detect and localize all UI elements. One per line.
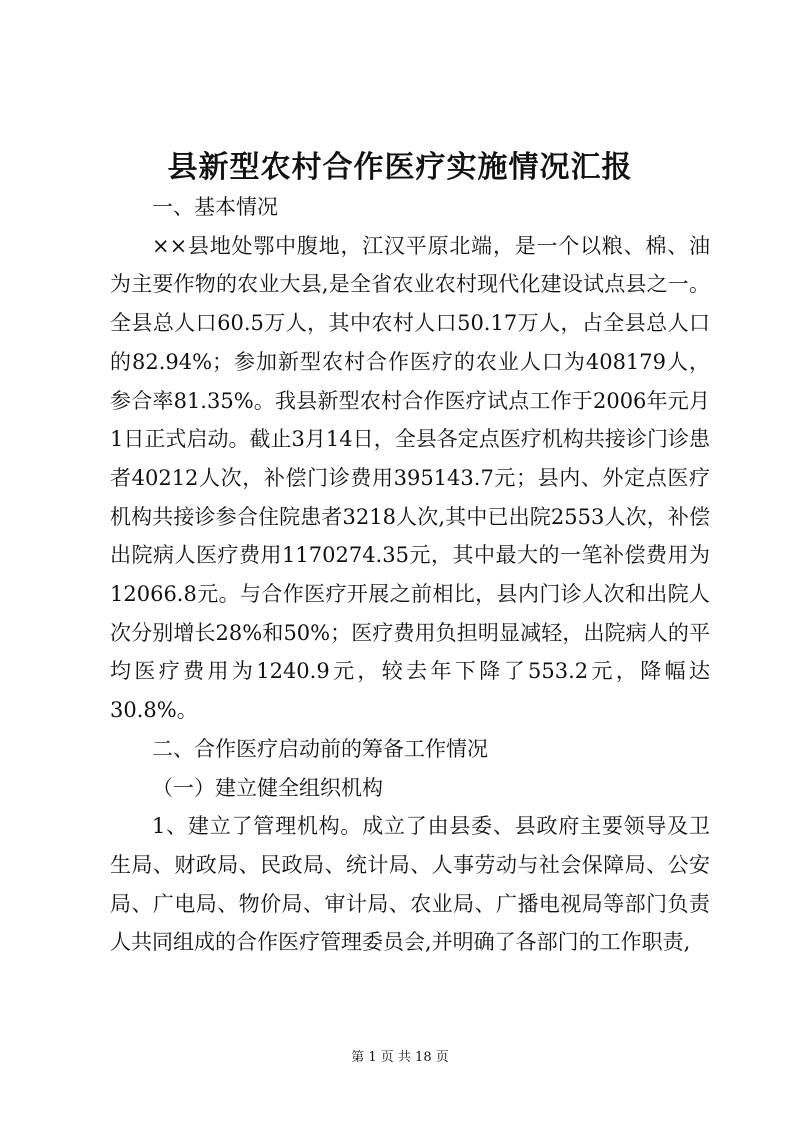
document-body bbox=[110, 188, 710, 962]
section-heading-preparation: 二、合作医疗启动前的筹备工作情况 bbox=[152, 736, 488, 761]
document-title: 县新型农村合作医疗实施情况汇报 bbox=[167, 150, 633, 185]
paragraph-basic-info: ××县地处鄂中腹地，江汉平原北端，是一个以粮、棉、油为主要作物的农业大县,是全省农业农村现代化建设试点县之一。全县总人口60.5万人，其中农村人口50.17万人，占全县总人口的82.94%；参加新型农村合作医疗的农业人口为408179人，参合率81.35%。我县新型农村合作医疗试点工作于2006年元月1日正式启动。截止3月14日，全县各定点医疗机构共接诊门诊患者40212人次，补偿门诊费用395143.7元；县内、外定点医疗机构共接诊参合住院患者3218人次,其中已出院2553人次，补偿出院病人医疗费用1170274.35元，其中最大的一笔补偿费用为12066.8元。与合作医疗开展之前相比，县内门诊人次和出院人次分别增长28%和50%；医疗费用负担明显减轻，出院病人的平均医疗费用为1240.9元，较去年下降了553.2元，降幅达30.8%。 bbox=[110, 233, 710, 723]
page-number-footer: 第 1 页 共 18 页 bbox=[351, 1050, 449, 1065]
section-heading-basic-info: 一、基本情况 bbox=[152, 195, 278, 219]
subsection-heading-organization: （一）建立健全组织机构 bbox=[152, 775, 383, 800]
paragraph-management-agency: 1、建立了管理机构。成立了由县委、县政府主要领导及卫生局、财政局、民政局、统计局、人事劳动与社会保障局、公安局、广电局、物价局、审计局、农业局、广播电视局等部门负责人共同组成的合作医疗管理委员会,并明确了各部门的工作职责, bbox=[110, 814, 710, 955]
